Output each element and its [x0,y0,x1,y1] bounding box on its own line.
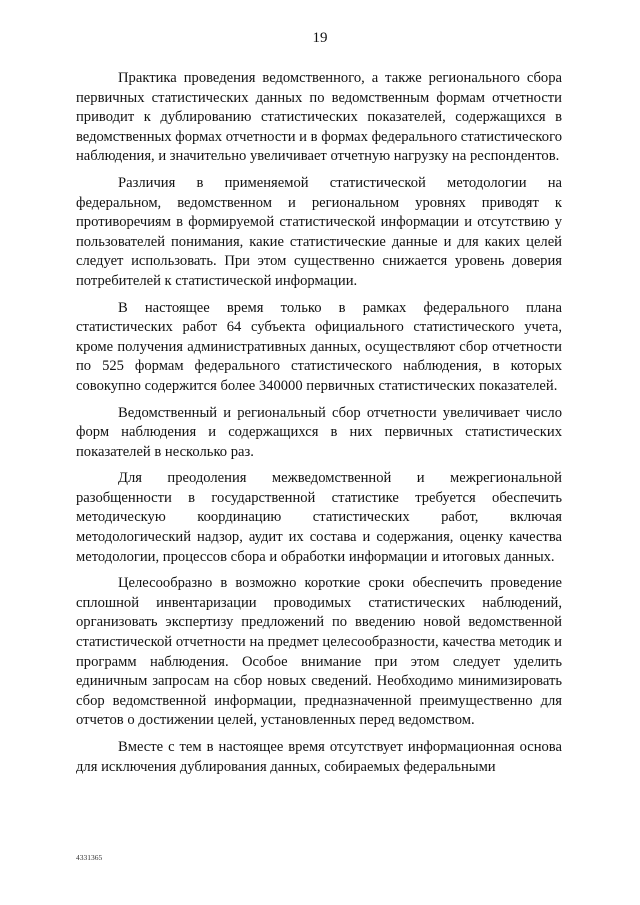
document-code: 4331365 [76,853,103,862]
paragraph-2: Различия в применяемой статистической методологии на федеральном, ведомственном и региональном уровнях приводят к противоречиям в формируемой статистической информации и отсутствию у пользователей понимания, какие статистические данные и для каких целей следует использовать. При этом существенно снижается уровень доверия потребителей к статистической информации. [76,174,562,289]
paragraph-3: В настоящее время только в рамках федерального плана статистических работ 64 субъекта официального статистического учета, кроме получения административных данных, осуществляют сбор отчетности по 525 формам федерального статистического наблюдения, в которых совокупно содержится более 340000 первичных статистических показателей. [76,299,562,394]
body-text [76,69,562,784]
paragraph-7: Вместе с тем в настоящее время отсутствует информационная основа для исключения дублирования данных, собираемых федеральными [76,739,562,775]
paragraph-6: Целесообразно в возможно короткие сроки обеспечить проведение сплошной инвентаризации проводимых статистических наблюдений, организовать экспертизу предложений по введению новой ведомственной статистической отчетности на предмет целесообразности, качества методик и программ наблюдения. Особое внимание при этом следует уделить единичным запросам на сбор новых сведений. Необходимо минимизировать сбор ведомственной информации, предназначенной преимущественно для отчетов о достижении целей, установленных перед ведомством. [76,575,562,729]
paragraph-1: Практика проведения ведомственного, а также регионального сбора первичных статистических данных по ведомственным формам отчетности приводит к дублированию статистических показателей, содержащихся в ведомственных формах отчетности и в формах федерального статистического наблюдения, и значительно увеличивает отчетную нагрузку на респондентов. [76,70,562,165]
paragraph-5: Для преодоления межведомственной и межрегиональной разобщенности в государственной статистике требуется обеспечить методическую координацию статистических работ, включая методологический надзор, аудит их состава и содержания, оценку качества методологии, процессов сбора и обработки информации и итоговых данных. [76,470,562,565]
paragraph-4: Ведомственный и региональный сбор отчетности увеличивает число форм наблюдения и содержащихся в них первичных статистических показателей в несколько раз. [76,404,562,460]
page-number: 19 [312,30,328,46]
